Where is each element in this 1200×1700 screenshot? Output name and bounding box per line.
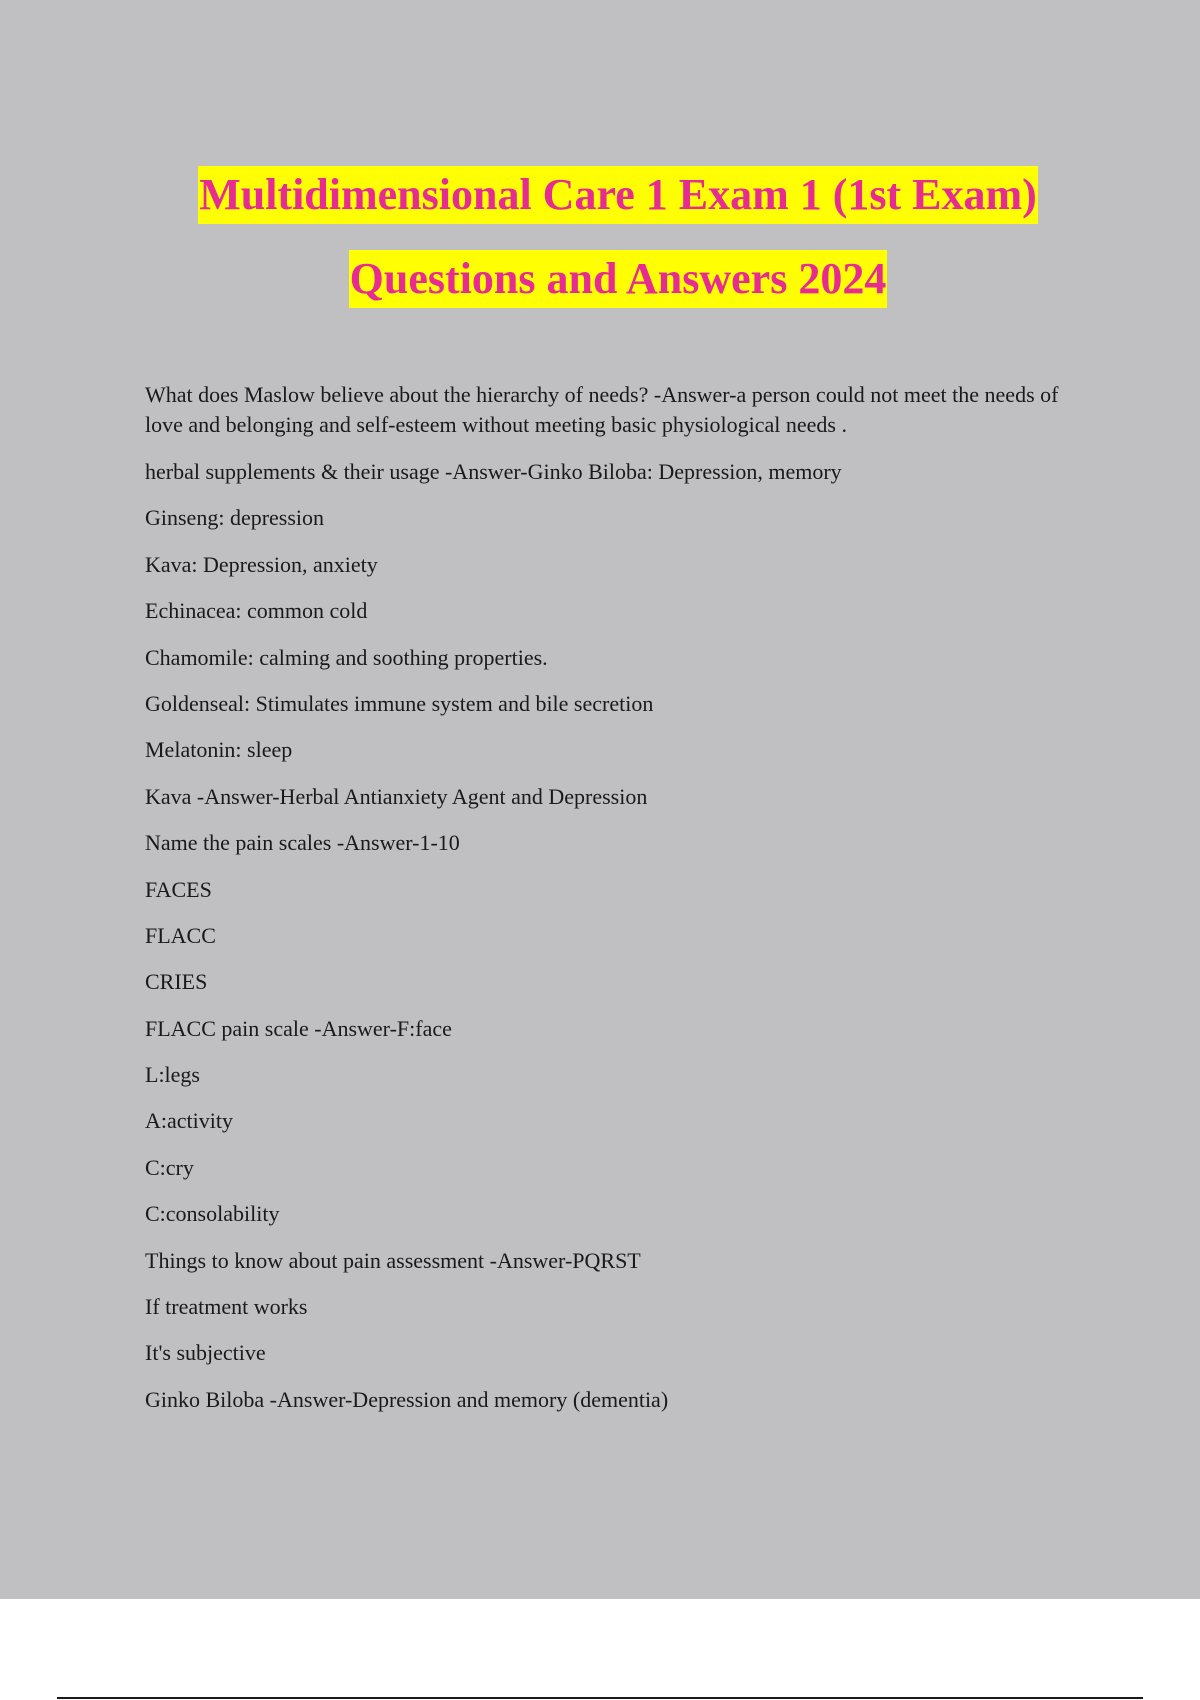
footer-divider: [57, 1697, 1143, 1699]
text-line: FACES: [145, 876, 212, 902]
text-line: Chamomile: calming and soothing properties.: [145, 644, 548, 670]
text-line: FLACC pain scale -Answer-F:face: [145, 1015, 452, 1041]
text-line: CRIES: [145, 969, 208, 995]
text-line: herbal supplements & their usage -Answer-Ginko Biloba: Depression, memory: [145, 459, 842, 484]
text-line: Things to know about pain assessment -Answer-PQRST: [145, 1247, 641, 1273]
text-line: Ginko Biloba -Answer-Depression and memory (dementia): [145, 1386, 669, 1412]
document-title: [0, 166, 1200, 334]
text-line: Echinacea: common cold: [145, 598, 368, 624]
text-line: FLACC: [145, 922, 216, 948]
text-line: A:activity: [145, 1108, 233, 1134]
text-line: Ginseng: depression: [145, 505, 325, 531]
text-line: Goldenseal: Stimulates immune system and bile secretion: [145, 690, 654, 716]
text-line: C:cry: [145, 1154, 194, 1180]
document-body: [145, 380, 1080, 1431]
text-line: If treatment works: [145, 1294, 308, 1320]
text-line: It's subjective: [145, 1340, 266, 1366]
title-line-2: Questions and Answers 2024: [349, 250, 888, 308]
text-line: Kava: Depression, anxiety: [145, 551, 378, 577]
qa-paragraph-maslow: What does Maslow believe about the hierarchy of needs? -Answer-a person could not meet the needs of love and belonging and self-esteem without meeting basic physiological needs .: [145, 382, 1059, 437]
text-line: C:consolability: [145, 1201, 280, 1227]
text-line: Kava -Answer-Herbal Antianxiety Agent and Depression: [145, 783, 648, 809]
text-line: Name the pain scales -Answer-1-10: [145, 830, 460, 856]
text-line: Melatonin: sleep: [145, 737, 293, 763]
text-line: L:legs: [145, 1062, 200, 1088]
title-line-1: Multidimensional Care 1 Exam 1 (1st Exam): [198, 166, 1038, 224]
